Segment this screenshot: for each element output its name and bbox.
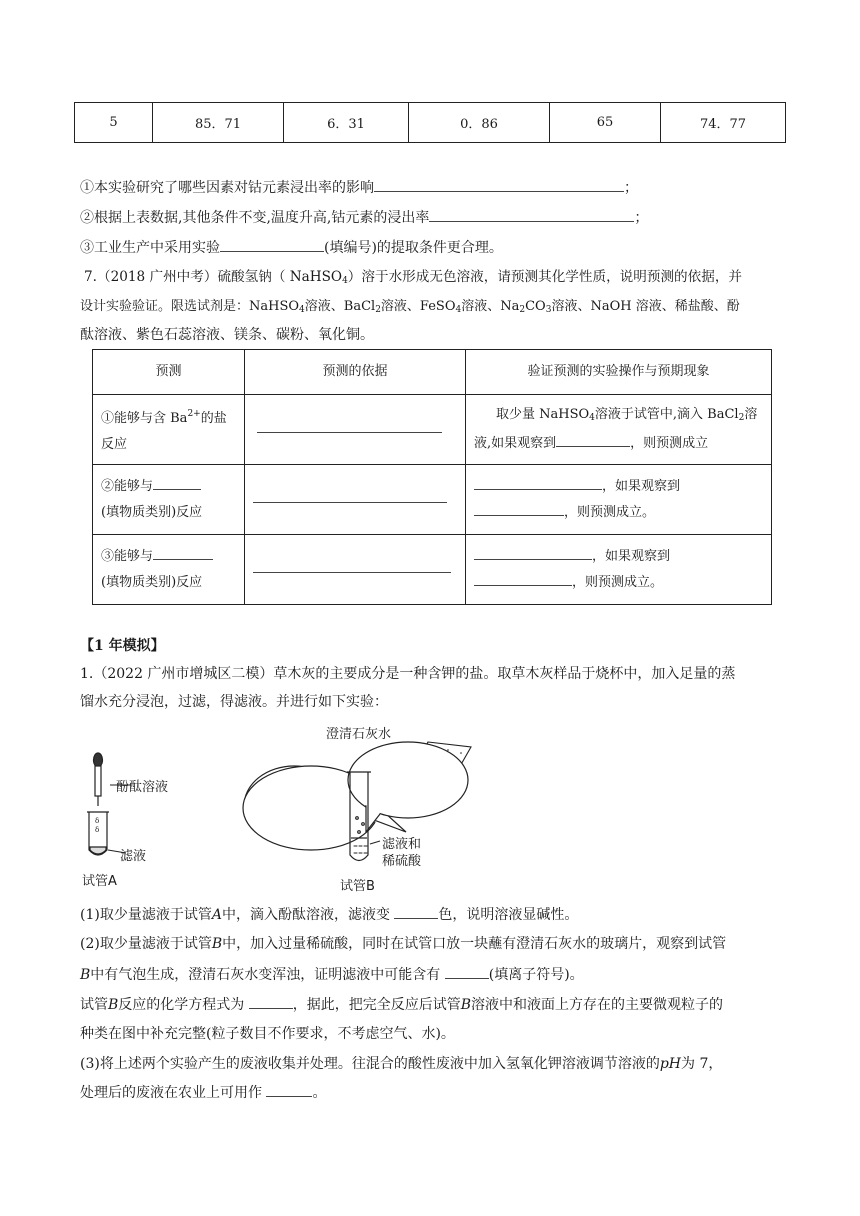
cell-text: 的盐 (200, 411, 227, 426)
mq1-text: 试管 (80, 997, 108, 1013)
q7-subscript: 2 (375, 305, 381, 315)
test-tube-a-icon (87, 812, 109, 855)
label-test-tube-b: 试管B (340, 879, 375, 894)
table-cell: 5 (75, 103, 153, 143)
svg-text:δ: δ (95, 817, 100, 825)
answer-blank[interactable] (474, 475, 602, 490)
q6-text: ③工业生产中采用实验 (80, 240, 220, 256)
q6-punct: ； (634, 210, 649, 226)
mq1-part-3-line-2: 种类在图中补充完整(粒子数目不作要求，不考虑空气、水)。 (80, 1026, 455, 1042)
table-cell: 0．86 (409, 103, 550, 143)
cell-text: ①能够与含 Ba (101, 411, 188, 426)
answer-blank[interactable] (429, 207, 634, 222)
cell-text: ，如果观察到 (602, 478, 681, 494)
basis-cell[interactable] (245, 465, 466, 535)
answer-blank[interactable] (394, 904, 438, 919)
q7-subscript: 2 (519, 305, 526, 315)
verification-cell (466, 395, 772, 465)
table-cell: 65 (550, 103, 661, 143)
q7-line-1 (84, 267, 742, 291)
basis-cell[interactable] (245, 535, 466, 605)
mq1-part-1 (80, 904, 578, 925)
subscript: 4 (589, 413, 595, 423)
q7-text: ）溶于水形成无色溶液，请预测其化学性质，说明预测的依据，并 (347, 269, 743, 285)
mq1-line-1: 1.（2022 广州市增城区二模）草木灰的主要成分是一种含钾的盐。取草木灰样品于烧杯中，加入足量的蒸 (80, 666, 736, 682)
experiment-figure (76, 720, 476, 895)
mq1-variable: pH (659, 1056, 682, 1072)
mq1-text: 处理后的废液在农业上可用作 (80, 1085, 262, 1101)
q7-text: 溶液、FeSO (380, 299, 456, 314)
section-title: 【1 年模拟】 (80, 638, 165, 654)
q7-text: 酞溶液、紫色石蕊溶液、镁条、碳粉、氧化铜。 (80, 327, 374, 343)
mq1-text: 中有气泡生成，澄清石灰水变浑浊，证明滤液中可能含有 (90, 967, 441, 983)
cell-text: ，则预测成立 (630, 436, 709, 451)
mq1-text: 为 7， (681, 1056, 723, 1072)
label-test-tube-a: 试管A (82, 874, 117, 889)
prediction-table (92, 349, 772, 605)
mq1-part-2-line-1 (80, 934, 726, 954)
superscript: 2+ (187, 409, 201, 419)
answer-blank[interactable] (445, 964, 489, 979)
cell-text: ，如果观察到 (592, 548, 671, 564)
prediction-cell (93, 395, 245, 465)
mq1-text: (1)取少量滤液于试管 (80, 907, 212, 923)
q7-subscript: 4 (299, 305, 305, 315)
label-lime-water: 澄清石灰水 (326, 727, 392, 742)
answer-blank[interactable] (474, 545, 592, 560)
q6-line-2 (80, 207, 648, 228)
mq1-text: 中，加入过量稀硫酸，同时在试管口放一块蘸有澄清石灰水的玻璃片，观察到试管 (222, 936, 727, 952)
cell-text: 反应 (101, 437, 128, 452)
cell-text: (填物质类别)反应 (101, 574, 203, 590)
q7-text: 溶液、BaCl (304, 299, 376, 314)
mq1-text: ，据此，把完全反应后试管 (292, 997, 461, 1013)
answer-blank[interactable] (253, 558, 451, 573)
answer-blank[interactable] (266, 1082, 312, 1097)
q7-text: 溶液、Na (461, 299, 520, 314)
answer-blank[interactable] (220, 237, 324, 252)
mq1-text: 色，说明溶液显碱性。 (438, 907, 579, 923)
svg-text:===: === (353, 850, 369, 857)
mq1-part-3-line-1 (80, 994, 723, 1015)
mq1-part-2-line-2 (80, 964, 584, 985)
label-phenolphthalein: 酚酞溶液 (116, 780, 169, 795)
header-basis: 预测的依据 (245, 350, 466, 395)
q7-text: CO (525, 299, 546, 314)
mq1-variable: B (108, 997, 119, 1013)
cell-text: ③能够与 (101, 548, 154, 564)
answer-blank[interactable] (257, 418, 442, 433)
mq1-part-4-line-1 (80, 1054, 722, 1074)
answer-blank[interactable] (374, 177, 624, 192)
q6-line-1 (80, 177, 638, 198)
mq1-variable: B (80, 967, 91, 983)
q6-text: (填编号)的提取条件更合理。 (324, 240, 503, 256)
q6-punct: ； (624, 180, 638, 196)
mq1-variable: B (460, 997, 472, 1013)
mq1-text: 中，滴入酚酞溶液，滤液变 (221, 907, 390, 923)
cell-text: ②能够与 (101, 478, 154, 494)
answer-blank[interactable] (474, 571, 572, 586)
basis-cell[interactable] (245, 395, 466, 465)
table-cell: 6．31 (284, 103, 409, 143)
q7-line-3 (80, 325, 374, 345)
q7-subscript: 3 (545, 305, 552, 315)
mq1-variable: B (211, 936, 223, 952)
data-table-top (74, 102, 786, 143)
mq1-part-4-line-2 (80, 1082, 326, 1103)
verification-cell (466, 465, 772, 535)
dropper-icon (94, 753, 103, 806)
header-prediction: 预测 (93, 350, 245, 395)
answer-blank[interactable] (474, 501, 564, 516)
mq1-text: (3)将上述两个实验产生的废液收集并处理。往混合的酸性废液中加入氢氧化钾溶液调节溶液的 (80, 1056, 660, 1072)
table-row (93, 465, 772, 535)
header-verification: 验证预测的实验操作与预期现象 (466, 350, 772, 395)
table-cell: 74．77 (661, 103, 786, 143)
table-row (93, 535, 772, 605)
cell-text: 液,如果观察到 (474, 436, 557, 451)
verification-cell (466, 535, 772, 605)
answer-blank[interactable] (153, 475, 201, 490)
mq1-text: 溶液中和液面上方存在的主要微观粒子的 (471, 997, 724, 1013)
table-row (75, 103, 786, 143)
table-cell: 85．71 (153, 103, 284, 143)
cell-text: ，则预测成立。 (564, 504, 656, 520)
svg-text:===: === (353, 843, 369, 850)
cell-text: (填物质类别)反应 (101, 504, 203, 520)
mq1-line-2: 馏水充分浸泡，过滤，得滤液。并进行如下实验： (80, 694, 388, 710)
mq1-text: 反应的化学方程式为 (118, 997, 245, 1013)
mq1-variable: A (211, 907, 222, 923)
q7-text: 溶液、NaOH 溶液、稀盐酸、酚 (551, 299, 740, 314)
q7-text: 设计实验验证。限选试剂是：NaHSO (80, 299, 300, 314)
q7-line-2 (80, 297, 740, 320)
label-mixture-2: 稀硫酸 (382, 854, 422, 869)
mq1-text: (2)取少量滤液于试管 (80, 936, 212, 952)
prediction-cell (93, 465, 245, 535)
subscript: 2 (738, 413, 745, 423)
q7-text: 7.（2018 广州中考）硫酸氢钠（ NaHSO (84, 269, 343, 285)
q7-subscript: 4 (455, 305, 462, 315)
q6-text: ①本实验研究了哪些因素对钴元素浸出率的影响 (80, 180, 374, 196)
answer-blank[interactable] (556, 432, 630, 447)
cell-text: ，则预测成立。 (572, 574, 664, 590)
answer-blank[interactable] (153, 545, 213, 560)
q6-text: ②根据上表数据,其他条件不变,温度升高,钴元素的浸出率 (80, 210, 430, 226)
mq1-text: 。 (312, 1085, 327, 1101)
cell-text: 溶液于试管中,滴入 BaCl (594, 407, 739, 422)
answer-blank[interactable] (249, 994, 293, 1009)
cell-text: 取少量 NaHSO (496, 407, 590, 422)
q7-subscript: 4 (342, 276, 348, 286)
q6-line-3 (80, 237, 503, 258)
table-header-row (93, 350, 772, 395)
label-filtrate: 滤液 (120, 849, 147, 864)
cell-text: 溶 (744, 407, 758, 422)
answer-blank[interactable] (253, 488, 447, 503)
svg-text:δ: δ (95, 826, 100, 834)
prediction-cell (93, 535, 245, 605)
label-mixture-1: 滤液和 (382, 837, 422, 852)
mq1-text: (填离子符号)。 (488, 967, 584, 983)
table-row (93, 395, 772, 465)
